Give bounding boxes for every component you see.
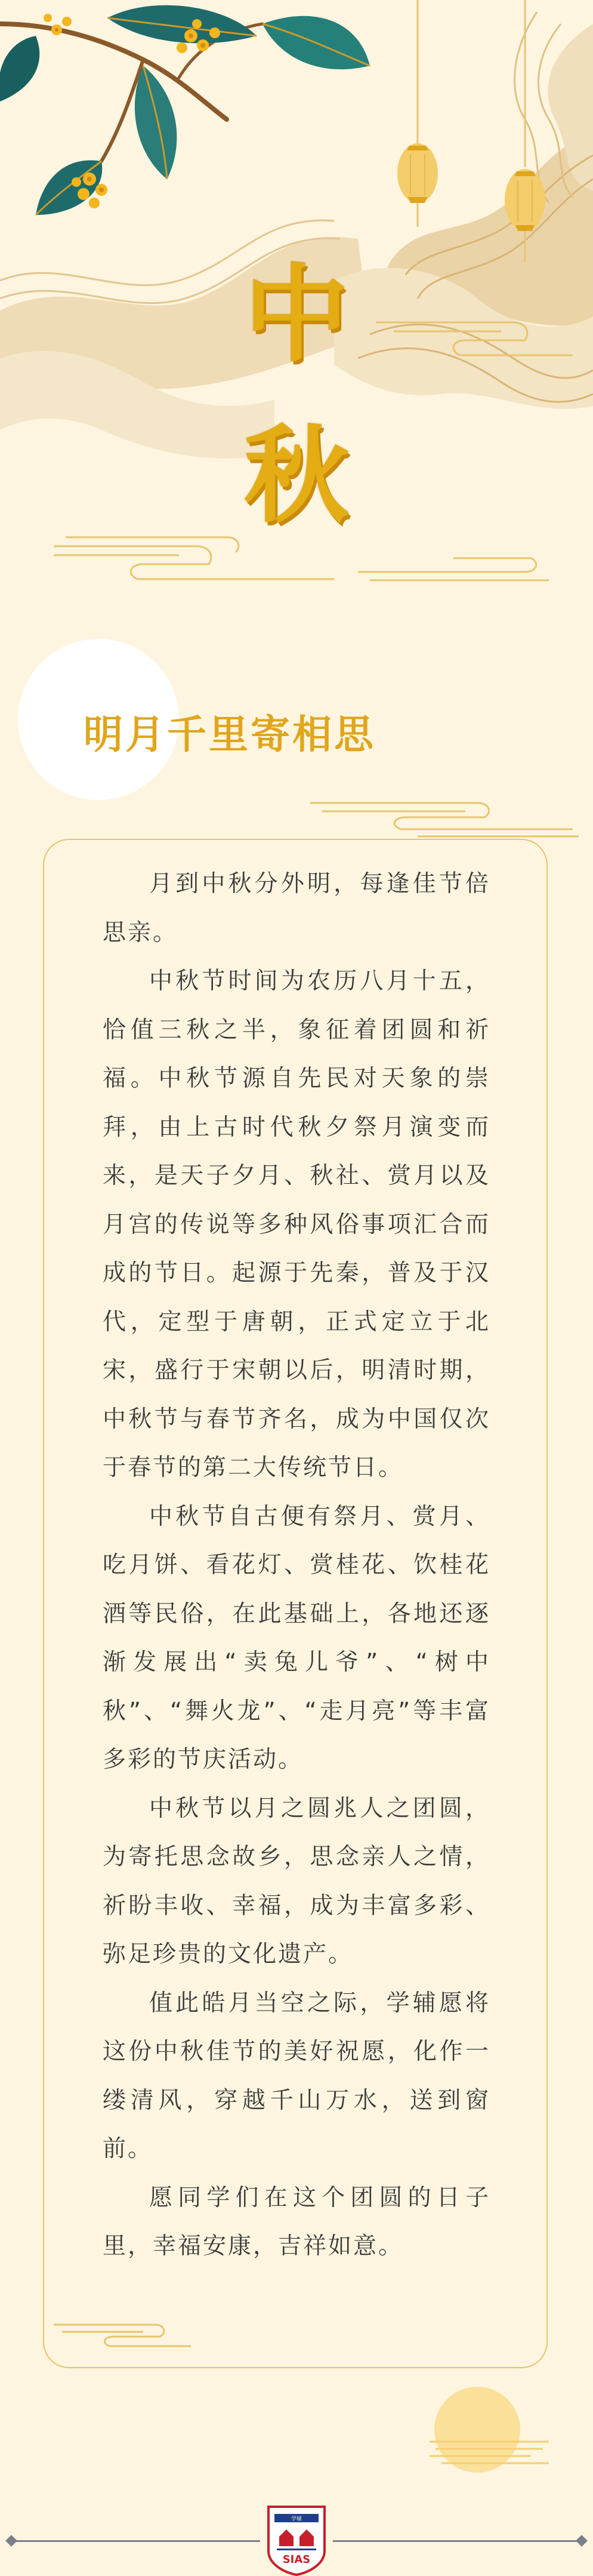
article-paragraph: 值此皓月当空之际，学辅愿将这份中秋佳节的美好祝愿，化作一缕清风，穿越千山万水，送到窗前。 (103, 1989, 490, 2162)
hero-title-char-1: 中 (243, 254, 349, 376)
logo-text: SIAS (282, 2553, 311, 2566)
cloud-swirl-decoration (48, 2316, 203, 2352)
section-heading: 明月千里寄相思 (84, 712, 376, 758)
hero-title-char-2: 秋 (243, 415, 349, 537)
article-body (103, 860, 490, 2271)
golden-moon-icon (430, 2382, 549, 2477)
footer-diamond-right (576, 2535, 588, 2547)
article-paragraph: 中秋节时间为农历八月十五，恰值三秋之半，象征着团圆和祈福。中秋节源自先民对天象的崇拜，由上古时代秋夕祭月演变而来，是天子夕月、秋社、赏月以及月宫的传说等多种风俗事项汇合而成的节日。起源于先秦，普及于汉代，定型于唐朝，正式定立于北宋，盛行于宋朝以后，明清时期，中秋节与春节齐名，成为中国仅次于春节的第二大传统节日。 (103, 968, 490, 1481)
article-paragraph: 中秋节以月之圆兆人之团圆，为寄托思念故乡，思念亲人之情，祈盼丰收、幸福，成为丰富多彩、弥足珍贵的文化遗产。 (103, 1795, 490, 1968)
hero-banner (0, 0, 593, 585)
article-paragraph: 中秋节自古便有祭月、赏月、吃月饼、看花灯、赏桂花、饮桂花酒等民俗，在此基础上，各地还逐渐发展出“卖兔儿爷”、“树中秋”、“舞火龙”、“走月亮”等丰富多彩的节庆活动。 (103, 1503, 490, 1773)
cloud-swirl-decoration (298, 791, 585, 839)
article-paragraph: 月到中秋分外明，每逢佳节倍思亲。 (103, 870, 490, 946)
sias-logo (266, 2504, 327, 2576)
footer-divider-left (16, 2540, 260, 2542)
logo-small-text: 学辅 (291, 2516, 302, 2522)
footer-divider-right (333, 2540, 577, 2542)
article-paragraph: 愿同学们在这个团圆的日子里，幸福安康，吉祥如意。 (103, 2184, 490, 2260)
